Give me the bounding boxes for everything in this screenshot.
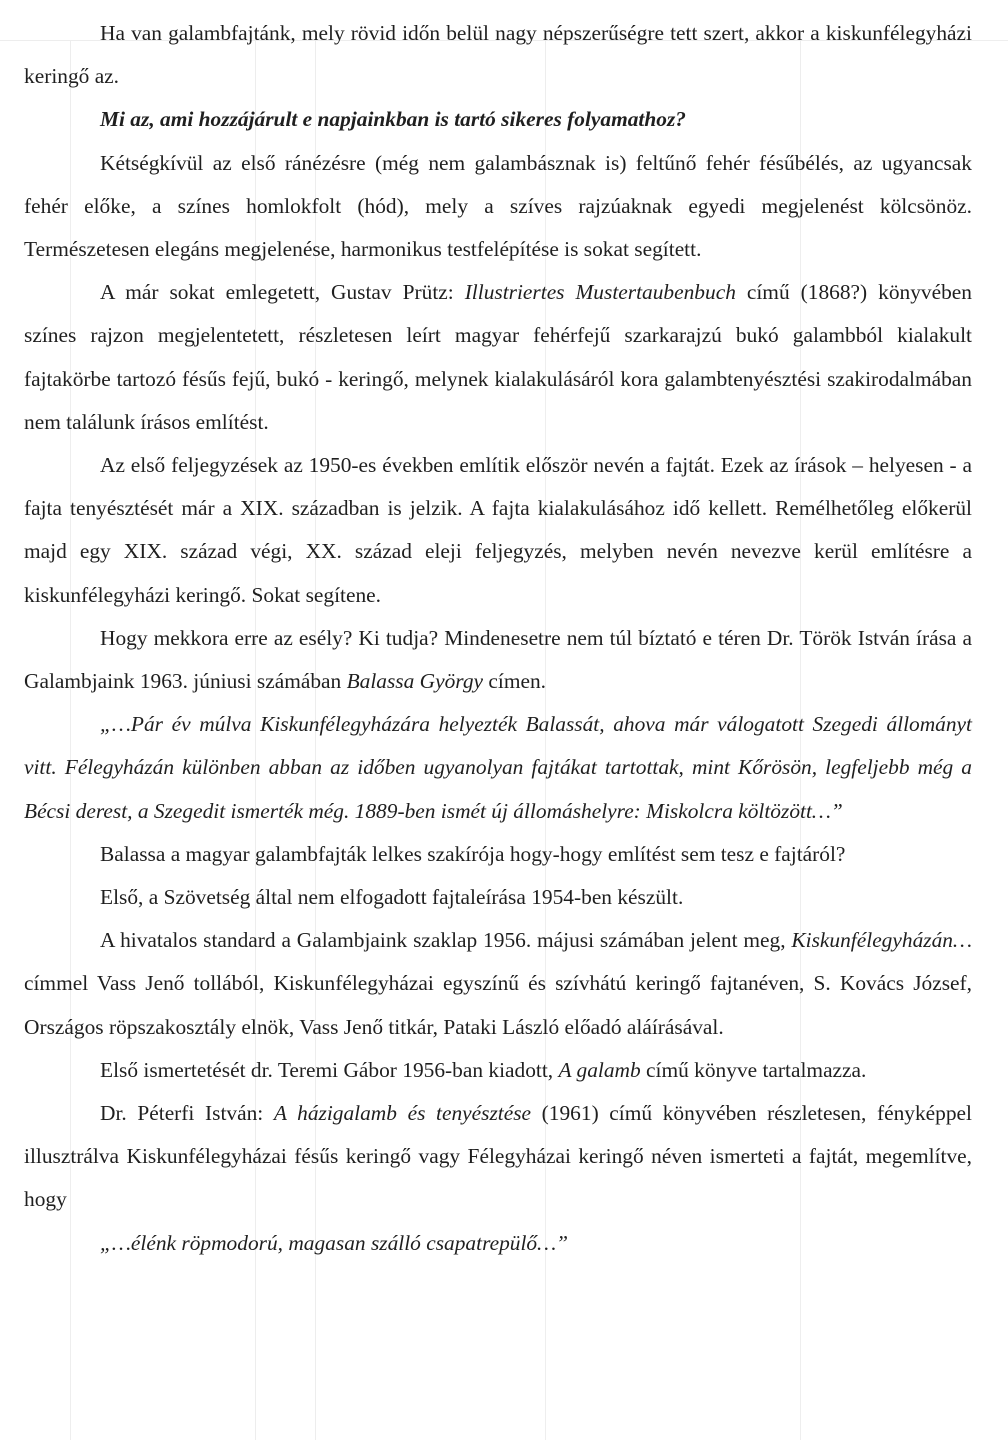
article-title-kiskunfelegyhazan: Kiskunfélegyházán… bbox=[791, 928, 972, 953]
paragraph-first-records: Az első feljegyzések az 1950-es években említik először nevén a fajtát. Ezek az írások – helyesen - a fajta tenyésztését már a XIX. században is jelzik. A fajta kialakulásához idő kellett. Remélhetőleg előkerül majd egy XIX. század végi, XX. század eleji feljegyzés, melyben nevén nevezve kerül említésre a kiskunfélegyházi keringő. Sokat segítene. bbox=[24, 453, 972, 607]
document-page bbox=[24, 12, 972, 1265]
paragraph-prutz: A már sokat emlegetett, Gustav Prütz: Illustriertes Mustertaubenbuch című (1868?) könyvében színes rajzon megjelentetett, részletesen leírt magyar fehérfejű szarkarajzú bukó galambból kialakult fajtakörbe tartozó fésűs fejű, bukó - keringő, melynek kialakulásáról kora galambtenyésztési szakirodalmában nem találunk írásos említést. bbox=[24, 280, 972, 434]
paragraph-official-standard: A hivatalos standard a Galambjaink szaklap 1956. májusi számában jelent meg, Kiskunfélegyházán…címmel Vass Jenő tollából, Kiskunfélegyházai egyszínű és szívhátú keringő fajtanéven, S. Kovács József, Országos röpszakosztály elnök, Vass Jenő titkár, Pataki László előadó aláírásával. bbox=[24, 928, 972, 1039]
book-title-a-galamb: A galamb bbox=[558, 1057, 641, 1082]
paragraph-teremi: Első ismertetését dr. Teremi Gábor 1956-ban kiadott, A galamb című könyve tartalmazza. bbox=[100, 1057, 867, 1082]
paragraph-question-heading: Mi az, ami hozzájárult e napjainkban is tartó sikeres folyamathoz? bbox=[100, 107, 686, 132]
book-title-hazigalamb: A házigalamb és tenyésztése bbox=[273, 1101, 532, 1126]
paragraph-balassa-question: Balassa a magyar galambfajták lelkes szakírója hogy-hogy említést sem tesz e fajtáról? bbox=[100, 841, 846, 866]
paragraph-appearance: Kétségkívül az első ránézésre (még nem galambásznak is) feltűnő fehér fésűbélés, az ugyancsak fehér előke, a színes homlokfolt (hód), mely a szíves rajzúaknak egyedi megjelenést kölcsönöz. Természetesen elegáns megjelenése, harmonikus testfelépítése is sokat segített. bbox=[24, 150, 972, 262]
paragraph-first-description: Első, a Szövetség által nem elfogadott fajtaleírása 1954-ben készült. bbox=[100, 885, 684, 910]
quote-peterfi: „…élénk röpmodorú, magasan szálló csapatrepülő…” bbox=[100, 1230, 569, 1255]
paragraph-peterfi: Dr. Péterfi István: A házigalamb és tenyésztése (1961) című könyvében részletesen, fényképpel illusztrálva Kiskunfélegyházai fésűs keringő vagy Félegyházai keringő néven ismerteti a fajtát, megemlítve, hogy bbox=[24, 1101, 972, 1212]
paragraph-torok: Hogy mekkora erre az esély? Ki tudja? Mindenesetre nem túl bíztató e téren Dr. Török István írása a Galambjaink 1963. júniusi számában Balassa György címen. bbox=[24, 625, 972, 694]
paragraph-intro: Ha van galambfajtánk, mely rövid időn belül nagy népszerűségre tett szert, akkor a kiskunfélegyházi keringő az. bbox=[24, 21, 972, 89]
book-title-prutz: Illustriertes Mustertaubenbuch bbox=[464, 280, 736, 305]
quote-balassa: „…Pár év múlva Kiskunfélegyházára helyezték Balassát, ahova már válogatott Szegedi állományt vitt. Félegyházán különben abban az időben ugyanolyan fajtákat tartottak, mint Kőrösön, legfeljebb még a Bécsi derest, a Szegedit ismerték még. 1889-ben ismét új állomáshelyre: Miskolcra költözött…” bbox=[24, 712, 972, 823]
article-title-balassa: Balassa György bbox=[346, 669, 484, 694]
